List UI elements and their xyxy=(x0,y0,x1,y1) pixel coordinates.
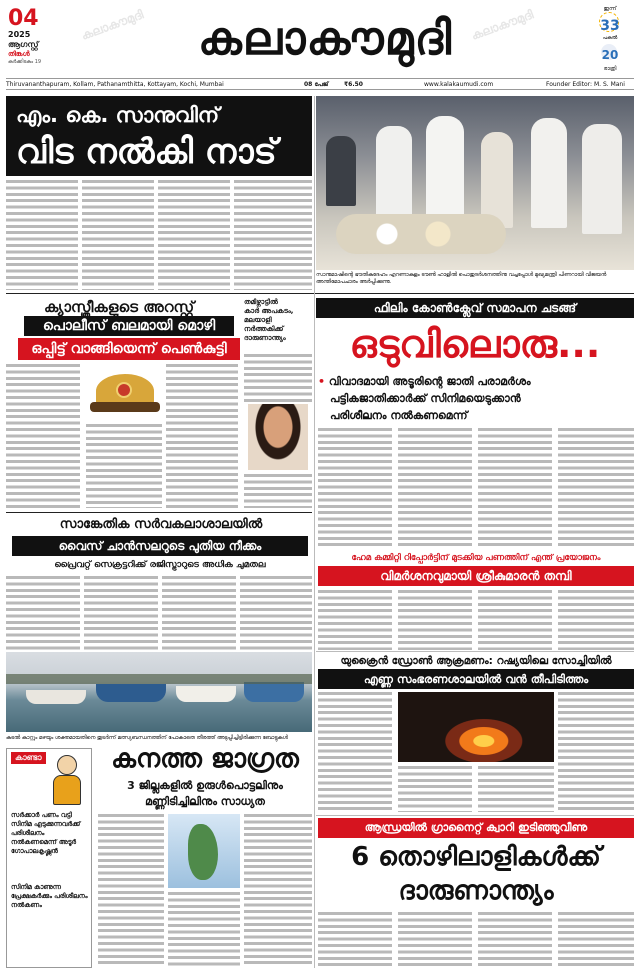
nuns-body-col2 xyxy=(86,424,162,508)
lead-body-col2 xyxy=(82,180,154,290)
newspaper-title: കലാകൗമുദി xyxy=(197,11,453,65)
rain-map-graphic xyxy=(168,814,240,888)
alert-body-col3 xyxy=(244,814,312,966)
lead-body-col3 xyxy=(158,180,230,290)
lead-body-col1 xyxy=(6,180,78,290)
cartoon-text1: സർക്കാർ പണം വട്ടി സിനിമ എടുക്കുന്നവർക്ക് പരിശീലനം നൽകണമെന്ന് അടൂർ ഗോപാലകൃഷ്ണൻ xyxy=(11,811,81,855)
date-block xyxy=(8,8,78,70)
quarry-body-col3 xyxy=(478,912,552,968)
treeline xyxy=(6,674,312,684)
column-rule xyxy=(314,96,315,968)
film-body-col3 xyxy=(478,428,552,548)
cartoon-label: കാണ്ടാ xyxy=(11,752,46,764)
lead-photo-caption: സാനുമാഷിന്റെ ഭൗതികദേഹം എറണാകുളം ടൗൺ ഹാളിൽ പൊതുദർശനത്തിനു വച്ചപ്പോൾ മുഖ്യമന്ത്രി പിണറായി വിജയൻ അന്തിമോപചാരം അർപ്പിക്കുന്നു. xyxy=(316,272,607,285)
tamil-head-1: തമിഴ്നാട്ടിൽ xyxy=(244,298,278,306)
masthead xyxy=(0,0,640,96)
tamil-head-2: കാർ അപകടം, xyxy=(244,307,294,315)
date-day: 04 xyxy=(8,6,39,31)
quarry-line1: 6 തൊഴിലാളികൾക്ക് xyxy=(351,842,601,872)
nuns-line1: പൊലീസ് ബലമായി മൊഴി xyxy=(24,316,234,336)
quarry-body-col1 xyxy=(318,912,392,968)
tamil-head-3: മലയാളി നർത്തകിക്ക് xyxy=(244,316,284,333)
tamil-body-a xyxy=(244,354,312,402)
film-sub3: പരിശീലനം നൽകണമെന്ന് xyxy=(330,409,468,422)
follow-body-col3 xyxy=(478,590,552,650)
tamil-sidebar xyxy=(244,298,312,508)
boat xyxy=(176,686,236,702)
cities: Thiruvananthapuram, Kollam, Pathanamthitta, Kottayam, Kochi, Mumbai xyxy=(6,81,224,88)
nuns-kicker: ക്യാസ്ത്രീകളുടെ അറസ്റ്റ് xyxy=(44,298,195,316)
mourner-figure xyxy=(326,136,356,206)
watermark-left: കലാകൗമുദി xyxy=(79,7,146,43)
film-sub1 xyxy=(318,374,634,390)
film-body-col4 xyxy=(558,428,634,548)
film-follow-headline: വിമർശനവുമായി ശ്രീകുമാരൻ തമ്പി xyxy=(318,566,634,586)
boat xyxy=(244,682,304,702)
tech-line1: വൈസ് ചാൻസലറുടെ പുതിയ നീക്കം xyxy=(12,536,308,556)
quarry-body-col2 xyxy=(398,912,472,968)
alert-sub2: മണ്ണിടിച്ചിലിനും സാധ്യത xyxy=(145,795,265,808)
lead-headline-box xyxy=(6,96,312,176)
film-headline: ഒടുവിലൊരു... xyxy=(349,322,601,366)
dancer-photo xyxy=(248,404,308,470)
follow-body-col1 xyxy=(318,590,392,650)
lead-headline: വിട നൽകി നാട് xyxy=(16,132,277,172)
divider xyxy=(6,293,634,294)
ukraine-body-col3 xyxy=(478,766,554,812)
boat xyxy=(26,690,86,704)
divider xyxy=(316,815,634,816)
date-year: 2025 xyxy=(8,30,31,39)
quarry-body-col4 xyxy=(558,912,634,968)
cartoon-drawing xyxy=(47,753,89,807)
alert-body-col2 xyxy=(168,892,240,966)
weather-label-top: ഇന്ന് xyxy=(603,6,617,12)
cartoon-text2: സിനിമ കാണുന്ന പ്രേക്ഷകർക്കും പരിശീലനം നൽകണം xyxy=(11,883,88,909)
website: www.kalakaumudi.com xyxy=(424,81,494,88)
weather-label-high: പകൽ xyxy=(602,35,618,41)
flower-wreath xyxy=(336,214,506,254)
watermark-right: കലാകൗമുദി xyxy=(469,7,536,43)
boat xyxy=(96,684,166,702)
film-body-col2 xyxy=(398,428,472,548)
weather-temp-high: 33 xyxy=(600,18,620,34)
follow-body-col4 xyxy=(558,590,634,650)
weather-label-low: രാത്രി xyxy=(603,66,617,72)
film-follow-kicker: ഹേമ കമ്മിറ്റി റിപ്പോർട്ടിന് മുടക്കിയ പണത്തിന് എന്ത് പ്രയോജനം xyxy=(351,553,601,563)
film-sub2: പട്ടികജാതിക്കാർക്ക് സിനിമയെടുക്കാൻ xyxy=(330,392,521,405)
lead-kicker: എം. കെ. സാനുവിന് xyxy=(16,103,220,127)
ukraine-headline: എണ്ണ സംഭരണശാലയിൽ വൻ തീപിടിത്തം xyxy=(318,669,634,689)
tamil-body-b xyxy=(244,474,312,508)
ukraine-kicker: യുക്രൈൻ ഡ്രോൺ ആക്രമണം: റഷ്യയിലെ സോച്ചിയിൽ xyxy=(340,655,612,667)
tamil-head-4: ദാരുണാന്ത്യം xyxy=(244,334,286,342)
cartoon-box xyxy=(6,748,92,968)
lead-body-col4 xyxy=(234,180,312,290)
weather-box xyxy=(585,6,635,78)
tech-body-col2 xyxy=(84,576,158,650)
tech-kicker: സാങ്കേതിക സർവകലാശാലയിൽ xyxy=(59,517,263,532)
police-cap-image xyxy=(86,366,162,422)
weather-temp-low: 20 xyxy=(601,48,619,62)
bullet-icon: • xyxy=(318,375,326,388)
mourner-figure xyxy=(582,124,622,234)
alert-sub1: 3 ജില്ലകളിൽ ഉരുൾപൊട്ടലിനും xyxy=(127,779,283,792)
film-sub1-text: വിവാദമായി അടൂരിന്റെ ജാതി പരാമർശം xyxy=(328,375,531,388)
page-count: 08 പേജ് xyxy=(304,81,329,88)
date-month: ആഗസ്റ്റ് xyxy=(8,40,39,49)
quarry-line2: ദാരുണാന്ത്യം xyxy=(398,876,554,906)
film-band: ഫിലിം കോൺക്ലേവ് സമാപന ചടങ്ങ് xyxy=(316,298,634,318)
ukraine-body-col1 xyxy=(318,692,392,812)
lead-photo xyxy=(316,96,634,270)
date-weekday: തിങ്കൾ xyxy=(8,50,30,58)
alert-body-col1 xyxy=(98,814,164,966)
boats-photo xyxy=(6,652,312,732)
ukraine-body-col2 xyxy=(398,766,472,812)
edition-tag: കർക്കിടകം 19 xyxy=(8,59,42,65)
mourner-figure xyxy=(426,116,464,226)
ukraine-body-col4 xyxy=(558,692,634,812)
tech-body-col4 xyxy=(240,576,312,650)
tech-body-col3 xyxy=(162,576,236,650)
founder-editor: Founder Editor: M. S. Mani xyxy=(546,81,625,88)
alert-headline: കനത്ത ജാഗ്രത xyxy=(111,744,299,774)
tech-sub: പ്രൈവറ്റ് സെക്രട്ടറിക്ക് രജിസ്ട്രാറുടെ അധിക ചുമതല xyxy=(54,560,266,570)
follow-body-col2 xyxy=(398,590,472,650)
divider xyxy=(316,651,634,652)
mourner-figure xyxy=(376,126,412,216)
quarry-band: ആന്ധ്രയിൽ ഗ്രാനൈറ്റ് ക്വാറി ഇടിഞ്ഞുവീണു xyxy=(318,818,634,838)
tech-body-col1 xyxy=(6,576,80,650)
nuns-body-col1 xyxy=(6,364,80,508)
nuns-body-col3 xyxy=(166,364,238,508)
boats-caption: കടൽ കാറ്റും മഴയും ശക്തമായതിനെ തുടർന്ന് മത്സ്യബന്ധനത്തിന് പോകാതെ തീരത്ത് അടുപ്പിച്ചിട്ടിരിക്കുന്ന ബോട്ടുകൾ xyxy=(6,735,288,741)
fire-photo xyxy=(398,692,554,762)
film-body-col1 xyxy=(318,428,392,548)
nuns-line2: ഒപ്പിട്ട് വാങ്ങിയെന്ന് പെൺകുട്ടി xyxy=(18,338,240,360)
info-bar xyxy=(6,78,634,90)
mourner-figure xyxy=(531,118,567,228)
price: ₹6.50 xyxy=(344,81,363,88)
divider xyxy=(6,512,312,513)
